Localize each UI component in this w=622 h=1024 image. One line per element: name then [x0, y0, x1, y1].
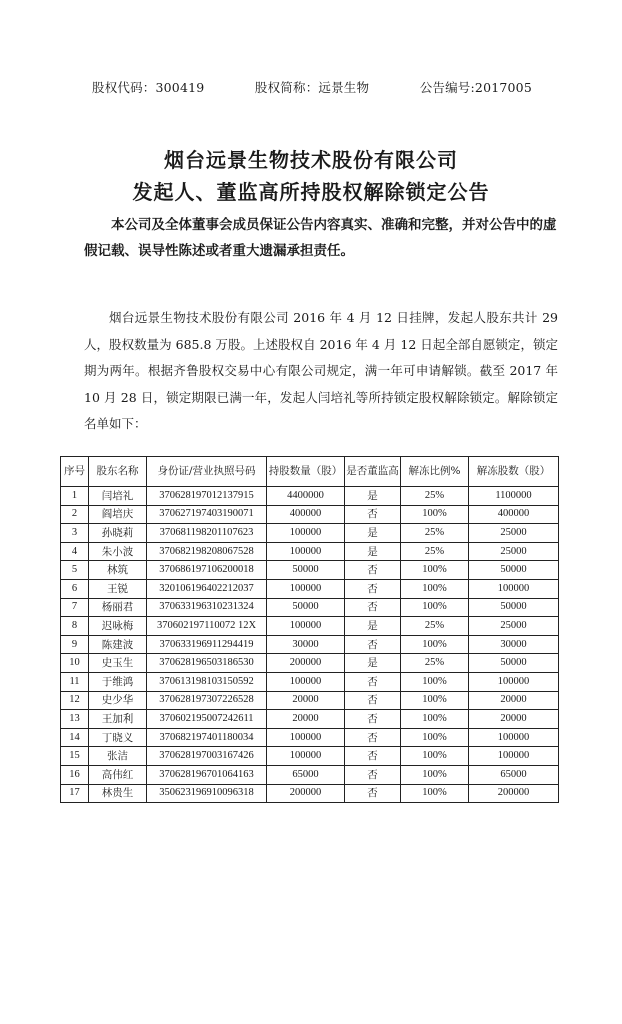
cell-unlock-shares: 400000: [469, 505, 559, 524]
cell-is-director: 是: [345, 542, 401, 561]
cell-unlock-shares: 100000: [469, 747, 559, 766]
cell-shares-held: 20000: [267, 710, 345, 729]
cell-index: 3: [61, 524, 89, 543]
cell-is-director: 否: [345, 579, 401, 598]
cell-index: 17: [61, 784, 89, 803]
table-row: [61, 765, 559, 784]
cell-id-number: 370628197012137915: [147, 487, 267, 506]
cell-shares-held: 400000: [267, 505, 345, 524]
cell-index: 16: [61, 765, 89, 784]
cell-shareholder: 杨丽君: [89, 598, 147, 617]
col-header-is-director: 是否董监高: [345, 457, 401, 487]
cell-unlock-shares: 100000: [469, 672, 559, 691]
cell-is-director: 否: [345, 598, 401, 617]
cell-is-director: 是: [345, 654, 401, 673]
cell-shares-held: 100000: [267, 617, 345, 636]
cell-unlock-ratio: 25%: [401, 654, 469, 673]
cell-id-number: 370628196701064163: [147, 765, 267, 784]
table-row: [61, 635, 559, 654]
cell-unlock-shares: 100000: [469, 579, 559, 598]
notice-title: 发起人、董监高所持股权解除锁定公告: [132, 180, 490, 204]
cell-unlock-ratio: 100%: [401, 747, 469, 766]
table-row: [61, 691, 559, 710]
cell-is-director: 否: [345, 747, 401, 766]
table-row: [61, 561, 559, 580]
cell-shareholder: 史少华: [89, 691, 147, 710]
col-header-unlock-ratio: 解冻比例%: [401, 457, 469, 487]
cell-id-number: 370602195007242611: [147, 710, 267, 729]
cell-unlock-shares: 30000: [469, 635, 559, 654]
cell-unlock-ratio: 100%: [401, 635, 469, 654]
cell-shareholder: 孙晓莉: [89, 524, 147, 543]
cell-shareholder: 陈建波: [89, 635, 147, 654]
cell-is-director: 否: [345, 691, 401, 710]
cell-is-director: 否: [345, 728, 401, 747]
cell-id-number: 370628196503186530: [147, 654, 267, 673]
cell-is-director: 否: [345, 672, 401, 691]
cell-id-number: 350623196910096318: [147, 784, 267, 803]
cell-unlock-shares: 25000: [469, 617, 559, 636]
cell-unlock-ratio: 25%: [401, 524, 469, 543]
cell-unlock-ratio: 25%: [401, 617, 469, 636]
cell-index: 12: [61, 691, 89, 710]
cell-is-director: 是: [345, 524, 401, 543]
cell-index: 5: [61, 561, 89, 580]
cell-id-number: 370682197401180034: [147, 728, 267, 747]
table-row: [61, 579, 559, 598]
cell-id-number: 370681198201107623: [147, 524, 267, 543]
col-header-shares-held: 持股数量（股）: [267, 457, 345, 487]
cell-is-director: 否: [345, 784, 401, 803]
table-row: [61, 728, 559, 747]
cell-unlock-shares: 20000: [469, 710, 559, 729]
cell-unlock-shares: 20000: [469, 691, 559, 710]
cell-index: 1: [61, 487, 89, 506]
document-header: [92, 78, 532, 96]
table-row: [61, 505, 559, 524]
cell-id-number: 370602197110072 12X: [147, 617, 267, 636]
cell-shares-held: 100000: [267, 542, 345, 561]
cell-unlock-shares: 100000: [469, 728, 559, 747]
cell-unlock-shares: 25000: [469, 524, 559, 543]
cell-unlock-ratio: 100%: [401, 691, 469, 710]
cell-unlock-shares: 1100000: [469, 487, 559, 506]
table-row: [61, 487, 559, 506]
cell-index: 9: [61, 635, 89, 654]
cell-is-director: 否: [345, 635, 401, 654]
cell-shareholder: 高伟红: [89, 765, 147, 784]
table-header-row: [61, 457, 559, 487]
cell-id-number: 320106196402212037: [147, 579, 267, 598]
cell-shareholder: 闫培礼: [89, 487, 147, 506]
cell-shareholder: 迟咏梅: [89, 617, 147, 636]
board-pledge: 本公司及全体董事会成员保证公告内容真实、准确和完整，并对公告中的虚假记载、误导性陈述或者重大遗漏承担责任。: [84, 217, 557, 259]
cell-shares-held: 50000: [267, 598, 345, 617]
cell-shareholder: 林筑: [89, 561, 147, 580]
cell-shares-held: 65000: [267, 765, 345, 784]
cell-index: 10: [61, 654, 89, 673]
cell-id-number: 370628197003167426: [147, 747, 267, 766]
notice-number: 公告编号:2017005: [419, 80, 532, 95]
cell-shares-held: 100000: [267, 672, 345, 691]
cell-is-director: 否: [345, 765, 401, 784]
cell-unlock-ratio: 100%: [401, 765, 469, 784]
cell-shares-held: 200000: [267, 654, 345, 673]
cell-unlock-ratio: 100%: [401, 728, 469, 747]
table-row: [61, 672, 559, 691]
cell-shareholder: 朱小波: [89, 542, 147, 561]
table-row: [61, 654, 559, 673]
cell-shares-held: 100000: [267, 524, 345, 543]
stock-name: 股权简称：远景生物: [254, 80, 370, 95]
cell-index: 8: [61, 617, 89, 636]
cell-unlock-ratio: 100%: [401, 579, 469, 598]
cell-shares-held: 100000: [267, 728, 345, 747]
cell-unlock-ratio: 100%: [401, 505, 469, 524]
cell-unlock-shares: 25000: [469, 542, 559, 561]
cell-id-number: 370633196911294419: [147, 635, 267, 654]
cell-shares-held: 200000: [267, 784, 345, 803]
col-header-index: 序号: [61, 457, 89, 487]
cell-is-director: 是: [345, 487, 401, 506]
cell-unlock-shares: 65000: [469, 765, 559, 784]
cell-unlock-ratio: 100%: [401, 710, 469, 729]
cell-unlock-ratio: 25%: [401, 542, 469, 561]
cell-shares-held: 30000: [267, 635, 345, 654]
cell-id-number: 370627197403190071: [147, 505, 267, 524]
cell-is-director: 否: [345, 710, 401, 729]
cell-index: 7: [61, 598, 89, 617]
cell-index: 6: [61, 579, 89, 598]
cell-id-number: 370613198103150592: [147, 672, 267, 691]
cell-index: 15: [61, 747, 89, 766]
table-row: [61, 617, 559, 636]
cell-shareholder: 阎培庆: [89, 505, 147, 524]
cell-shareholder: 张洁: [89, 747, 147, 766]
cell-index: 11: [61, 672, 89, 691]
cell-shareholder: 林贵生: [89, 784, 147, 803]
cell-shares-held: 50000: [267, 561, 345, 580]
stock-code: 股权代码：300419: [92, 80, 205, 95]
cell-shareholder: 王加利: [89, 710, 147, 729]
cell-index: 4: [61, 542, 89, 561]
cell-index: 13: [61, 710, 89, 729]
cell-shares-held: 20000: [267, 691, 345, 710]
cell-shareholder: 于维鸿: [89, 672, 147, 691]
cell-is-director: 否: [345, 505, 401, 524]
cell-unlock-ratio: 100%: [401, 598, 469, 617]
cell-shares-held: 4400000: [267, 487, 345, 506]
col-header-unlock-shares: 解冻股数（股）: [469, 457, 559, 487]
cell-unlock-ratio: 100%: [401, 672, 469, 691]
company-title: 烟台远景生物技术股份有限公司: [164, 148, 458, 172]
table-row: [61, 542, 559, 561]
cell-unlock-shares: 50000: [469, 561, 559, 580]
cell-id-number: 370686197106200018: [147, 561, 267, 580]
cell-unlock-shares: 50000: [469, 654, 559, 673]
cell-is-director: 否: [345, 561, 401, 580]
cell-shareholder: 丁晓义: [89, 728, 147, 747]
cell-index: 14: [61, 728, 89, 747]
cell-unlock-ratio: 100%: [401, 784, 469, 803]
table-row: [61, 710, 559, 729]
table-row: [61, 598, 559, 617]
table-row: [61, 524, 559, 543]
cell-unlock-shares: 200000: [469, 784, 559, 803]
cell-unlock-ratio: 100%: [401, 561, 469, 580]
cell-is-director: 是: [345, 617, 401, 636]
unlock-list-table: [60, 456, 559, 803]
cell-shares-held: 100000: [267, 747, 345, 766]
cell-id-number: 370682198208067528: [147, 542, 267, 561]
cell-unlock-shares: 50000: [469, 598, 559, 617]
notice-body: 烟台远景生物技术股份有限公司 2016 年 4 月 12 日挂牌，发起人股东共计 29 人，股权数量为 685.8 万股。上述股权自 2016 年 4 月 12 日起全部自愿锁定，锁定期为两年。根据齐鲁股权交易中心有限公司规定，满一年可申请解锁。截至 2017 年 10 月 28 日，锁定期限已满一年，发起人闫培礼等所持锁定股权解除锁定。解除锁定名单如下：: [84, 310, 558, 431]
cell-shares-held: 100000: [267, 579, 345, 598]
col-header-shareholder: 股东名称: [89, 457, 147, 487]
table-row: [61, 784, 559, 803]
col-header-id-number: 身份证/营业执照号码: [147, 457, 267, 487]
cell-id-number: 370633196310231324: [147, 598, 267, 617]
cell-unlock-ratio: 25%: [401, 487, 469, 506]
table-row: [61, 747, 559, 766]
cell-index: 2: [61, 505, 89, 524]
cell-id-number: 370628197307226528: [147, 691, 267, 710]
table-body: [61, 487, 559, 803]
cell-shareholder: 王锐: [89, 579, 147, 598]
cell-shareholder: 史玉生: [89, 654, 147, 673]
